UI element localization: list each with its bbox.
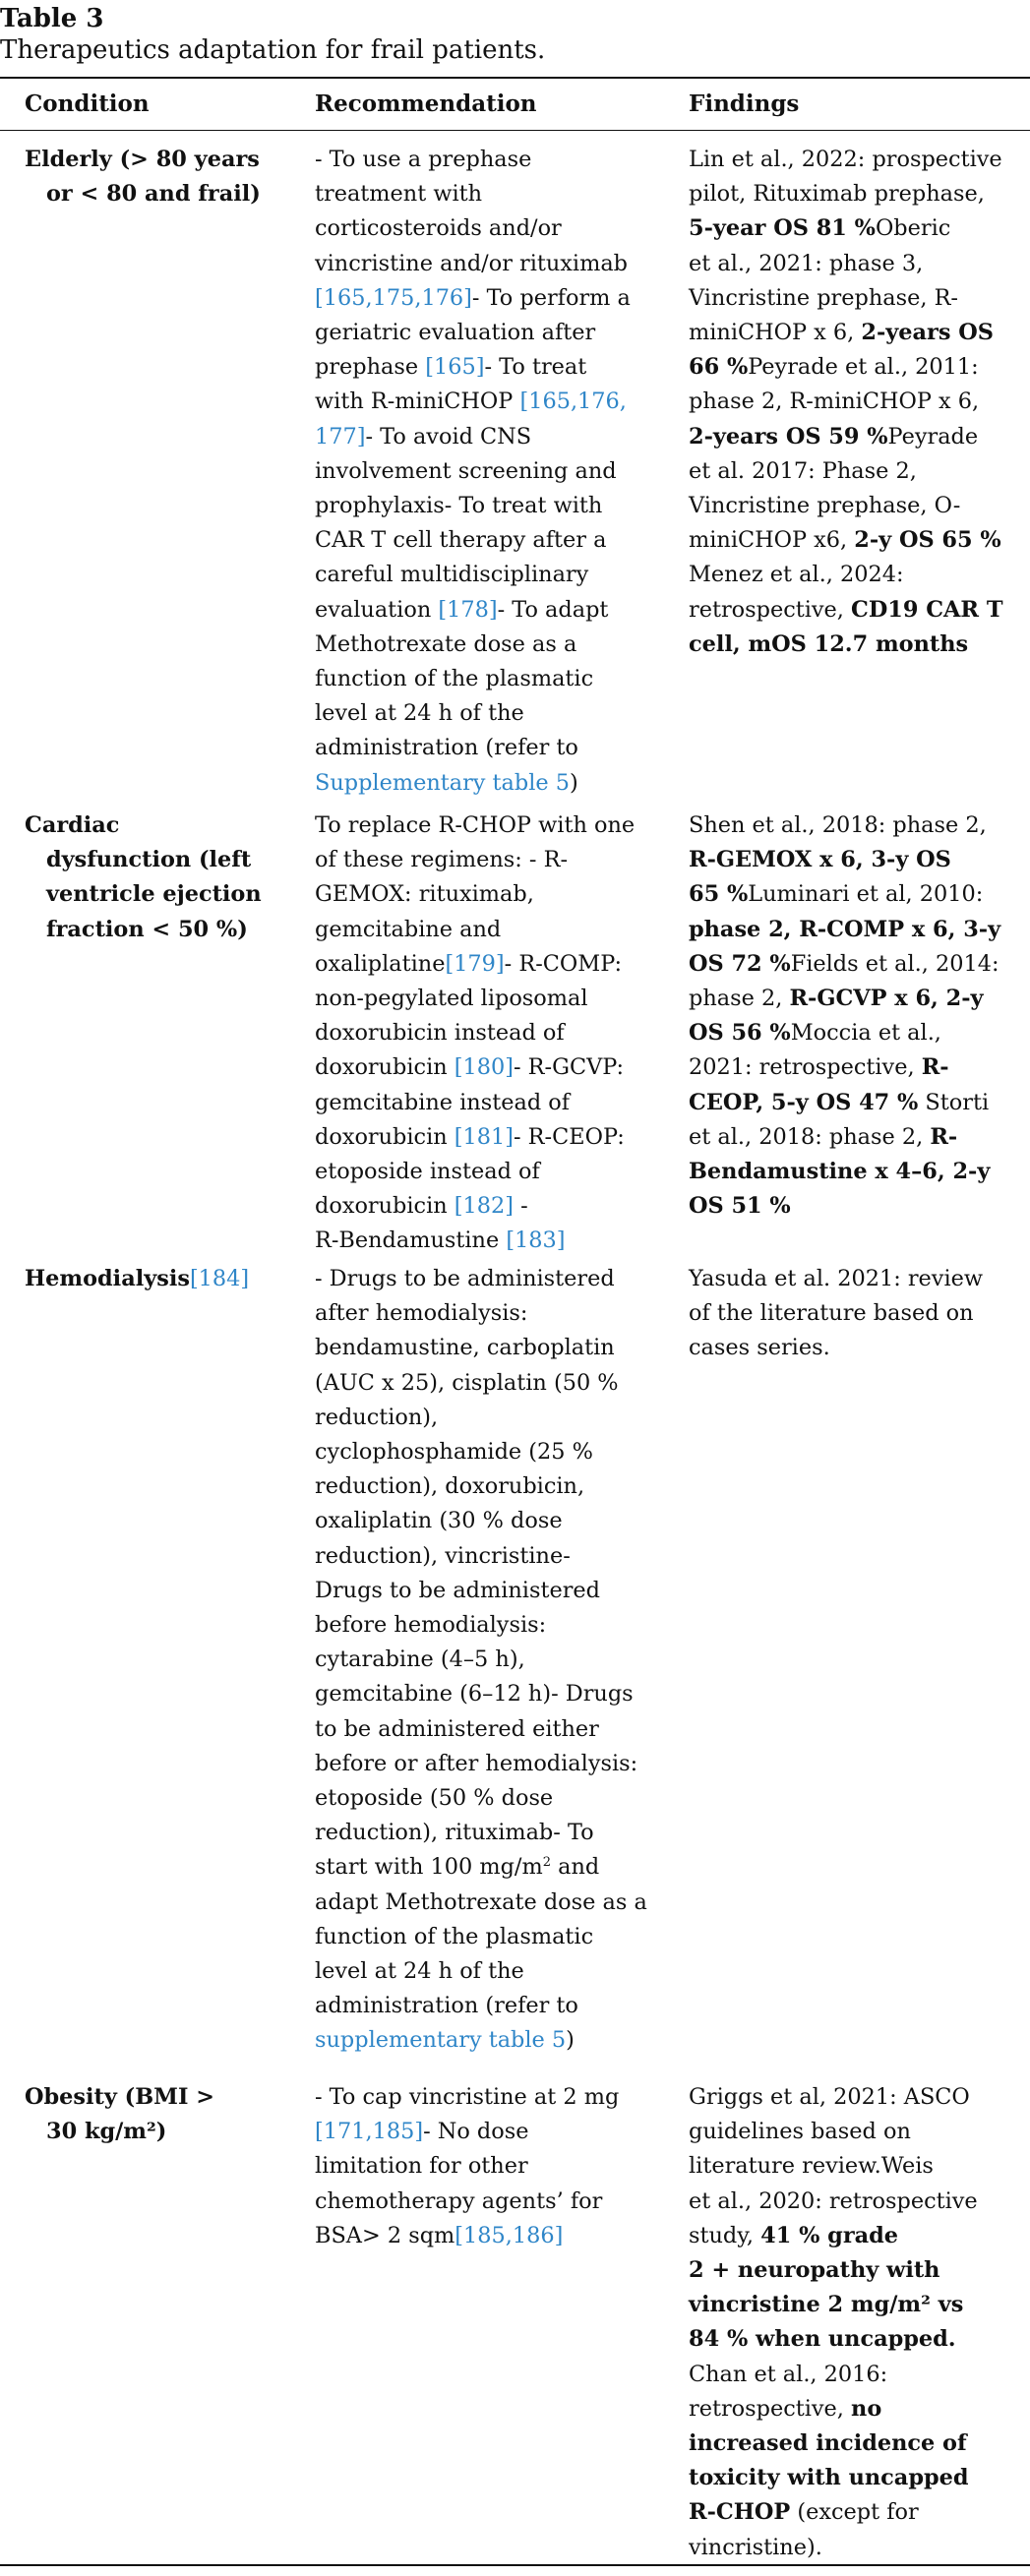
findings_lines-line bbox=[689, 420, 1028, 454]
findings_lines-line bbox=[689, 143, 1028, 177]
text-segment: 2021: retrospective, bbox=[689, 1054, 922, 1081]
findings_lines-line bbox=[689, 2115, 1028, 2149]
text-segment: - To use a prephase bbox=[315, 147, 532, 172]
text-segment: administration (refer to bbox=[315, 735, 578, 761]
row-findings bbox=[689, 809, 1028, 1224]
findings_lines-line bbox=[689, 1262, 1028, 1296]
text-segment: doxorubicin instead of bbox=[315, 1020, 565, 1047]
text-segment: Peyrade et al., 2011: bbox=[748, 354, 979, 381]
findings_lines-line bbox=[689, 2531, 1028, 2565]
findings_lines-line bbox=[689, 1016, 1028, 1050]
bold-text: 5-year OS 81 % bbox=[689, 215, 876, 242]
recommendation_lines-line bbox=[315, 177, 659, 211]
text-segment: reduction), vincristine- bbox=[315, 1542, 571, 1569]
reference-link[interactable]: [183] bbox=[506, 1228, 566, 1254]
text-segment: gemcitabine and bbox=[315, 916, 502, 942]
bold-text: R- bbox=[930, 1123, 958, 1150]
recommendation_lines-line bbox=[315, 523, 659, 558]
text-segment: - To treat bbox=[484, 354, 587, 381]
recommendation_lines-line bbox=[315, 809, 659, 843]
text-segment: Peyrade bbox=[887, 423, 979, 449]
bold-text: toxicity with uncapped bbox=[689, 2465, 969, 2491]
bold-text: 84 % when uncapped. bbox=[689, 2326, 956, 2353]
recommendation_lines-line bbox=[315, 1886, 659, 1920]
recommendation_lines-line bbox=[315, 2023, 659, 2058]
text-segment: prophylaxis- To treat with bbox=[315, 493, 603, 519]
bold-text: 66 % bbox=[689, 354, 749, 381]
recommendation_lines-line bbox=[315, 2149, 659, 2184]
recommendation_lines-line bbox=[315, 1189, 659, 1224]
condition-text: Hemodialysis bbox=[25, 1266, 190, 1291]
findings_lines-line bbox=[689, 2253, 1028, 2288]
header-rule bbox=[0, 130, 1030, 131]
text-segment: evaluation bbox=[315, 596, 439, 623]
bold-text: 2 + neuropathy with bbox=[689, 2257, 940, 2284]
recommendation_lines-line bbox=[315, 1747, 659, 1781]
condition-line: dysfunction (left bbox=[46, 847, 252, 873]
bold-text: phase 2, R-COMP x 6, 3-y bbox=[689, 916, 1001, 942]
bold-text: CD19 CAR T bbox=[851, 596, 1003, 623]
recommendation_lines-line bbox=[315, 454, 659, 489]
recommendation_lines-line bbox=[315, 1435, 659, 1469]
findings_lines-line bbox=[689, 489, 1028, 523]
reference-link[interactable]: supplementary table 5 bbox=[315, 2027, 567, 2054]
text-segment: BSA> 2 sqm bbox=[315, 2222, 455, 2248]
findings_lines-line bbox=[689, 2219, 1028, 2253]
row-recommendation bbox=[315, 809, 659, 1259]
recommendation_lines-line bbox=[315, 1643, 659, 1677]
findings_lines-line bbox=[689, 385, 1028, 419]
findings_lines-line bbox=[689, 947, 1028, 982]
row-findings bbox=[689, 2080, 1028, 2565]
text-segment: phase 2, bbox=[689, 986, 790, 1012]
recommendation_lines-line bbox=[315, 1224, 659, 1258]
reference-link[interactable]: [181] bbox=[454, 1123, 514, 1150]
recommendation_lines-line bbox=[315, 1331, 659, 1365]
recommendation_lines-line bbox=[315, 350, 659, 385]
text-segment: of the literature based on bbox=[689, 1300, 974, 1327]
findings_lines-line bbox=[689, 913, 1028, 947]
text-segment: etoposide (50 % dose bbox=[315, 1785, 554, 1812]
table-label: Table 3 bbox=[0, 4, 104, 33]
findings_lines-line bbox=[689, 2322, 1028, 2357]
text-segment: chemotherapy agents’ for bbox=[315, 2187, 603, 2214]
text-segment: Luminari et al, 2010: bbox=[748, 881, 984, 908]
findings_lines-line bbox=[689, 2288, 1028, 2322]
recommendation_lines-line bbox=[315, 1262, 659, 1296]
recommendation_lines-line bbox=[315, 1920, 659, 1954]
text-segment: bendamustine, carboplatin bbox=[315, 1335, 615, 1361]
recommendation_lines-line bbox=[315, 143, 659, 177]
reference-link[interactable]: [165,176, bbox=[519, 389, 627, 415]
findings_lines-line bbox=[689, 558, 1028, 592]
text-segment: R-Bendamustine bbox=[315, 1228, 507, 1254]
recommendation_lines-line bbox=[315, 1086, 659, 1120]
text-segment: before hemodialysis: bbox=[315, 1612, 547, 1639]
recommendation_lines-line bbox=[315, 1155, 659, 1189]
bold-text: OS 56 % bbox=[689, 1020, 791, 1047]
recommendation_lines-line bbox=[315, 1781, 659, 1816]
bold-text: R-GEMOX x 6, 3-y OS bbox=[689, 847, 951, 873]
bold-text: 41 % grade bbox=[760, 2222, 899, 2248]
text-segment: geriatric evaluation after bbox=[315, 320, 596, 346]
text-segment: vincristine). bbox=[689, 2534, 822, 2560]
recommendation_lines-line bbox=[315, 1712, 659, 1747]
text-segment: cytarabine (4–5 h), bbox=[315, 1647, 525, 1673]
findings_lines-line bbox=[689, 1331, 1028, 1365]
recommendation_lines-line bbox=[315, 1504, 659, 1538]
text-segment: ) bbox=[566, 2027, 575, 2054]
recommendation_lines-line bbox=[315, 1366, 659, 1401]
header-recommendation: Recommendation bbox=[315, 90, 537, 117]
findings_lines-line bbox=[689, 2080, 1028, 2115]
text-segment: reduction), bbox=[315, 1404, 439, 1430]
text-segment: corticosteroids and/or bbox=[315, 215, 562, 242]
text-segment: - To perform a bbox=[471, 284, 631, 311]
text-segment: - To cap vincristine at 2 mg bbox=[315, 2084, 620, 2110]
reference-link[interactable]: [165] bbox=[425, 354, 485, 381]
text-segment: miniCHOP x6, bbox=[689, 527, 855, 554]
text-segment: retrospective, bbox=[689, 596, 852, 623]
recommendation_lines-line bbox=[315, 1954, 659, 1989]
row-condition bbox=[25, 2080, 305, 2149]
reference-link[interactable]: [185,186] bbox=[454, 2222, 564, 2248]
condition-line: or < 80 and frail) bbox=[46, 181, 261, 208]
text-segment: Methotrexate dose as a bbox=[315, 630, 577, 657]
header-condition: Condition bbox=[25, 90, 150, 117]
reference-link[interactable]: Supplementary table 5 bbox=[315, 769, 571, 796]
findings_lines-line bbox=[689, 247, 1028, 281]
top-rule bbox=[0, 77, 1030, 79]
recommendation_lines-line bbox=[315, 1016, 659, 1050]
findings_lines-line bbox=[689, 809, 1028, 843]
text-segment: doxorubicin bbox=[315, 1054, 454, 1081]
text-segment: level at 24 h of the bbox=[315, 1958, 524, 1985]
bold-text: vincristine 2 mg/m² vs bbox=[689, 2292, 964, 2318]
bold-text: R- bbox=[921, 1054, 949, 1081]
findings_lines-line bbox=[689, 2495, 1028, 2530]
text-segment: cases series. bbox=[689, 1335, 830, 1361]
recommendation_lines-line bbox=[315, 628, 659, 662]
reference-link[interactable]: [180] bbox=[454, 1054, 514, 1081]
recommendation_lines-line bbox=[315, 316, 659, 350]
findings_lines-line bbox=[689, 1296, 1028, 1331]
text-segment: involvement screening and bbox=[315, 457, 617, 484]
text-segment: limitation for other bbox=[315, 2153, 528, 2180]
text-segment: careful multidisciplinary bbox=[315, 562, 589, 588]
condition-line: Elderly (> 80 years bbox=[25, 147, 260, 172]
reference-link[interactable]: [178] bbox=[438, 596, 498, 623]
text-segment: literature review.Weis bbox=[689, 2153, 934, 2180]
text-segment: doxorubicin bbox=[315, 1193, 454, 1220]
text-segment: Vincristine prephase, R- bbox=[689, 284, 958, 311]
findings_lines-line bbox=[689, 1086, 1028, 1120]
text-segment: (AUC x 25), cisplatin (50 % bbox=[315, 1369, 619, 1396]
bold-text: CEOP, 5-y OS 47 % bbox=[689, 1089, 919, 1115]
findings_lines-line bbox=[689, 454, 1028, 489]
recommendation_lines-line bbox=[315, 420, 659, 454]
text-segment: gemcitabine (6–12 h)- Drugs bbox=[315, 1681, 634, 1707]
recommendation_lines-line bbox=[315, 1120, 659, 1155]
recommendation_lines-line bbox=[315, 2080, 659, 2115]
text-segment: et al., 2021: phase 3, bbox=[689, 250, 924, 276]
condition-line: 30 kg/m²) bbox=[46, 2119, 167, 2145]
findings_lines-line bbox=[689, 877, 1028, 912]
text-segment: oxaliplatine bbox=[315, 950, 446, 977]
text-segment: and bbox=[551, 1854, 600, 1881]
condition-line: fraction < 50 %) bbox=[46, 916, 248, 942]
table-caption: Therapeutics adaptation for frail patients. bbox=[0, 35, 546, 65]
row-recommendation bbox=[315, 2080, 659, 2253]
text-segment: - To adapt bbox=[497, 596, 609, 623]
text-segment: before or after hemodialysis: bbox=[315, 1750, 638, 1776]
header-findings: Findings bbox=[689, 90, 800, 117]
recommendation_lines-line bbox=[315, 489, 659, 523]
recommendation_lines-line bbox=[315, 558, 659, 592]
text-segment: Lin et al., 2022: prospective bbox=[689, 147, 1002, 172]
text-segment: phase 2, R-miniCHOP x 6, bbox=[689, 389, 980, 415]
findings_lines-line bbox=[689, 2461, 1028, 2495]
text-segment: vincristine and/or rituximab bbox=[315, 250, 629, 276]
text-segment: to be administered either bbox=[315, 1715, 599, 1742]
text-segment: Menez et al., 2024: bbox=[689, 562, 904, 588]
text-segment: reduction), doxorubicin, bbox=[315, 1473, 585, 1500]
bold-text: no bbox=[851, 2395, 882, 2422]
findings_lines-line bbox=[689, 1189, 1028, 1224]
recommendation_lines-line bbox=[315, 766, 659, 801]
reference-link[interactable]: [182] bbox=[454, 1193, 514, 1220]
text-segment: ) bbox=[570, 769, 578, 796]
recommendation_lines-line bbox=[315, 913, 659, 947]
text-segment: Vincristine prephase, O- bbox=[689, 493, 961, 519]
findings_lines-line bbox=[689, 177, 1028, 211]
findings_lines-line bbox=[689, 593, 1028, 628]
bold-text: OS 51 % bbox=[689, 1193, 791, 1220]
text-segment: - R-COMP: bbox=[504, 950, 623, 977]
text-segment: - bbox=[514, 1193, 528, 1220]
findings_lines-line bbox=[689, 628, 1028, 662]
text-segment: non-pegylated liposomal bbox=[315, 986, 588, 1012]
row-condition bbox=[25, 1262, 305, 1296]
recommendation_lines-line bbox=[315, 1539, 659, 1574]
text-segment: cyclophosphamide (25 % bbox=[315, 1439, 593, 1466]
findings_lines-line bbox=[689, 1050, 1028, 1085]
text-segment: Yasuda et al. 2021: review bbox=[689, 1266, 984, 1291]
row-condition bbox=[25, 143, 305, 211]
recommendation_lines-line bbox=[315, 1850, 659, 1885]
recommendation_lines-line bbox=[315, 1401, 659, 1435]
text-segment: Moccia et al., bbox=[790, 1020, 941, 1047]
reference-link[interactable]: [179] bbox=[445, 950, 505, 977]
text-segment: doxorubicin bbox=[315, 1123, 454, 1150]
bold-text: cell, mOS 12.7 months bbox=[689, 630, 969, 657]
text-segment: Griggs et al, 2021: ASCO bbox=[689, 2084, 970, 2110]
bold-text: 2-years OS bbox=[861, 320, 994, 346]
text-segment: start with 100 mg/m bbox=[315, 1854, 543, 1881]
findings_lines-line bbox=[689, 2185, 1028, 2219]
recommendation_lines-line bbox=[315, 247, 659, 281]
text-segment: pilot, Rituximab prephase, bbox=[689, 181, 985, 208]
findings_lines-line bbox=[689, 2149, 1028, 2184]
reference-link[interactable]: 177] bbox=[315, 423, 366, 449]
findings_lines-line bbox=[689, 523, 1028, 558]
text-segment: Shen et al., 2018: phase 2, bbox=[689, 812, 987, 838]
text-segment: - No dose bbox=[423, 2119, 529, 2145]
text-segment: with R-miniCHOP bbox=[315, 389, 520, 415]
bold-text: increased incidence of bbox=[689, 2430, 967, 2457]
recommendation_lines-line bbox=[315, 843, 659, 877]
condition-line: ventricle ejection bbox=[46, 881, 262, 908]
bold-text: R-CHOP bbox=[689, 2499, 791, 2526]
row-recommendation bbox=[315, 143, 659, 801]
recommendation_lines-line bbox=[315, 1296, 659, 1331]
row-findings bbox=[689, 1262, 1028, 1366]
recommendation_lines-line bbox=[315, 593, 659, 628]
text-segment: Drugs to be administered bbox=[315, 1577, 600, 1603]
text-segment: treatment with bbox=[315, 181, 483, 208]
row-condition bbox=[25, 809, 305, 947]
findings_lines-line bbox=[689, 843, 1028, 877]
recommendation_lines-line bbox=[315, 696, 659, 731]
recommendation_lines-line bbox=[315, 2185, 659, 2219]
findings_lines-line bbox=[689, 350, 1028, 385]
text-segment: oxaliplatin (30 % dose bbox=[315, 1508, 563, 1534]
bold-text: OS 72 % bbox=[689, 950, 791, 977]
text-segment: study, bbox=[689, 2222, 761, 2248]
superscript: 2 bbox=[542, 1855, 551, 1871]
findings_lines-line bbox=[689, 1120, 1028, 1155]
text-segment: prephase bbox=[315, 354, 426, 381]
text-segment: after hemodialysis: bbox=[315, 1300, 528, 1327]
text-segment: retrospective, bbox=[689, 2395, 852, 2422]
recommendation_lines-line bbox=[315, 1050, 659, 1085]
bold-text: Bendamustine x 4–6, 2-y bbox=[689, 1159, 991, 1185]
text-segment: CAR T cell therapy after a bbox=[315, 527, 607, 554]
text-segment: et al., 2018: phase 2, bbox=[689, 1123, 931, 1150]
findings_lines-line bbox=[689, 2392, 1028, 2426]
condition-line: Cardiac bbox=[25, 812, 120, 838]
recommendation_lines-line bbox=[315, 877, 659, 912]
text-segment: gemcitabine instead of bbox=[315, 1089, 571, 1115]
findings_lines-line bbox=[689, 316, 1028, 350]
reference-link[interactable]: [184] bbox=[189, 1266, 250, 1291]
text-segment: To replace R-CHOP with one bbox=[315, 812, 636, 838]
bold-text: 2-y OS 65 % bbox=[854, 527, 1001, 554]
text-segment: function of the plasmatic bbox=[315, 666, 594, 692]
reference-link[interactable]: [165,175,176] bbox=[315, 284, 472, 311]
recommendation_lines-line bbox=[315, 662, 659, 696]
text-segment: Fields et al., 2014: bbox=[790, 950, 1000, 977]
bold-text: R-GCVP x 6, 2-y bbox=[789, 986, 984, 1012]
recommendation_lines-line bbox=[315, 281, 659, 316]
recommendation_lines-line bbox=[315, 1574, 659, 1608]
text-segment: Storti bbox=[918, 1089, 990, 1115]
recommendation_lines-line bbox=[315, 211, 659, 246]
recommendation_lines-line bbox=[315, 1608, 659, 1643]
text-segment: guidelines based on bbox=[689, 2119, 911, 2145]
text-segment: - To avoid CNS bbox=[365, 423, 532, 449]
recommendation_lines-line bbox=[315, 1816, 659, 1850]
text-segment: adapt Methotrexate dose as a bbox=[315, 1888, 647, 1915]
text-segment: Oberic bbox=[875, 215, 951, 242]
text-segment: administration (refer to bbox=[315, 1993, 578, 2019]
recommendation_lines-line bbox=[315, 2115, 659, 2149]
recommendation_lines-line bbox=[315, 947, 659, 982]
text-segment: etoposide instead of bbox=[315, 1159, 540, 1185]
bold-text: 65 % bbox=[689, 881, 749, 908]
recommendation_lines-line bbox=[315, 982, 659, 1016]
recommendation_lines-line bbox=[315, 385, 659, 419]
findings_lines-line bbox=[689, 281, 1028, 316]
recommendation_lines-line bbox=[315, 1469, 659, 1504]
row-recommendation bbox=[315, 1262, 659, 2059]
condition-line bbox=[25, 1262, 305, 1296]
text-segment: - Drugs to be administered bbox=[315, 1266, 615, 1291]
findings_lines-line bbox=[689, 211, 1028, 246]
text-segment: et al., 2020: retrospective bbox=[689, 2187, 978, 2214]
recommendation_lines-line bbox=[315, 1989, 659, 2023]
findings_lines-line bbox=[689, 982, 1028, 1016]
text-segment: (except for bbox=[790, 2499, 919, 2526]
text-segment: GEMOX: rituximab, bbox=[315, 881, 534, 908]
bottom-rule bbox=[0, 2564, 1030, 2566]
recommendation_lines-line bbox=[315, 2219, 659, 2253]
recommendation_lines-line bbox=[315, 1677, 659, 1711]
findings_lines-line bbox=[689, 2426, 1028, 2461]
text-segment: level at 24 h of the bbox=[315, 700, 524, 727]
reference-link[interactable]: [171,185] bbox=[315, 2119, 424, 2145]
text-segment: of these regimens: - R- bbox=[315, 847, 569, 873]
findings_lines-line bbox=[689, 1155, 1028, 1189]
text-segment: miniCHOP x 6, bbox=[689, 320, 862, 346]
text-segment: - R-GCVP: bbox=[514, 1054, 625, 1081]
text-segment: function of the plasmatic bbox=[315, 1923, 594, 1949]
findings_lines-line bbox=[689, 2358, 1028, 2392]
condition-line: Obesity (BMI > bbox=[25, 2084, 214, 2110]
recommendation_lines-line bbox=[315, 731, 659, 765]
bold-text: 2-years OS 59 % bbox=[689, 423, 888, 449]
row-findings bbox=[689, 143, 1028, 662]
text-segment: reduction), rituximab- To bbox=[315, 1820, 594, 1846]
text-segment: et al. 2017: Phase 2, bbox=[689, 457, 917, 484]
text-segment: Chan et al., 2016: bbox=[689, 2361, 888, 2387]
text-segment: - R-CEOP: bbox=[514, 1123, 625, 1150]
